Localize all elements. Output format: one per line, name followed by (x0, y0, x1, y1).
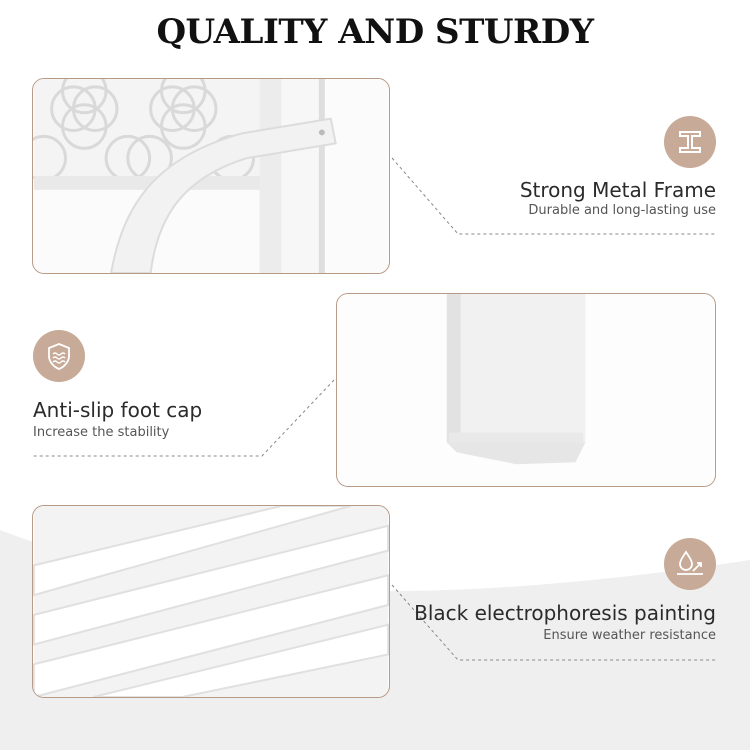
foot-cap-photo (337, 294, 715, 486)
feature-title-foot-cap: Anti-slip foot cap (33, 398, 203, 422)
waterproof-icon (673, 547, 707, 581)
anti-slip-icon-badge (33, 330, 85, 382)
i-beam-icon-badge (664, 116, 716, 168)
anti-slip-icon (44, 341, 74, 371)
foot-cap-photo-panel (336, 293, 716, 487)
frame-photo-panel (32, 78, 390, 274)
i-beam-icon (673, 125, 707, 159)
slats-photo-panel (32, 505, 390, 698)
feature-subtitle-frame: Durable and long-lasting use (528, 203, 716, 218)
waterproof-icon-badge (664, 538, 716, 590)
frame-photo (33, 79, 389, 273)
feature-title-painting: Black electrophoresis painting (414, 601, 716, 625)
feature-subtitle-painting: Ensure weather resistance (543, 628, 716, 643)
feature-title-frame: Strong Metal Frame (519, 178, 716, 202)
slats-photo (33, 506, 389, 697)
page-title: QUALITY AND STURDY (156, 12, 594, 52)
feature-subtitle-foot-cap: Increase the stability (33, 425, 170, 440)
